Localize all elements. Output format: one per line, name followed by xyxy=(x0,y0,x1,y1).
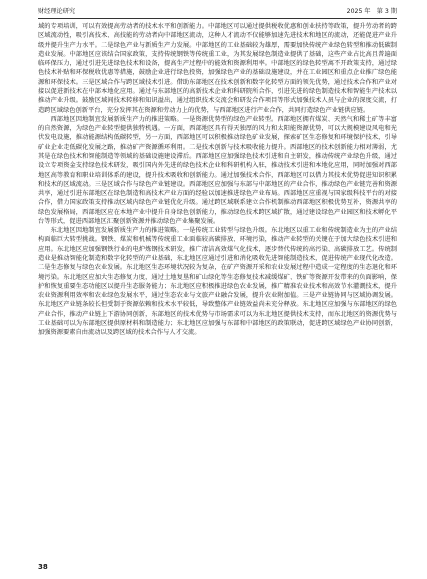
paragraph-northeast-region: 东北地区因地制宜发展新质生产力的推进策略。一是传统工业转型与绿色升级。东北地区以重工业和传统制造业为主的产业结构面临巨大转型挑战。钢铁、煤炭和机械等传统重工业面临较高碳排放、环境污染，推动产业转型的关键在于加大绿色技术引进和应用。东北地区应加强钢铁行业的电炉炼钢技术研发，推广清洁高效煤气化技术，逐步替代传统的高污染、高碳排放工艺。传统制造业是推动智能化制造和数字化转型的产业基础，东北地区应通过引进和消化吸收先进智能制造技术，促进传统产业现代化改造。二是生态修复与绿色农业发展。东北地区生态环境状况较为复杂，在矿产资源开采和农业发展过程中造成一定程度的生态退化和环境污染。东北地区应加大生态修复力度，通过土地复垦和矿山绿化等生态修复技术减缓煤矿、铁矿等资源开发带来的负面影响，保护和恢复重要生态功能区以提升生态服务能力；东北地区应积极推进绿色农业发展，推广精准农业技术和高效节水灌溉技术，提升农业资源利用效率和农业绿色发展水平，通过生态农业与文旅产业融合发展，提升农业附加值。三是产业链协同与区域协调发展。东北地区产业链条较长但受制于资源依赖和技术水平较低，导致整体产业链效益尚未充分释放。东北地区应加强与东部地区的绿色产业合作，推动产业链上下游协同创新，东部地区的技术优势与市场需求可以为东北地区提供技术支持，而东北地区的资源优势与工业基础可以为东部地区提供原材料和制造能力；东北地区应加强与东部和中部地区的政策联动，促进跨区域绿色产业协同创新，加强资源要素自由流动以及跨区域的技术合作与人才交流。 xyxy=(38,227,397,337)
page-header xyxy=(38,5,397,19)
paragraph-central-region: 域的专项培训，可以有效提高劳动者的技术水平和创新能力。中部地区可以通过提供税收优惠和创业扶持等政策，提升劳动者的跨区域流动性，吸引高技术、高技能的劳动者向中部地区流动，这种人才流动不仅能够加速先进技术和地区的流动，还能促进产业升级并提升生产力水平。二是绿色产业与新质生产力发展。中部地区的工业基础较为雄厚，需要加快传统产业绿色转型和推动低碳制造业发展。中部地区应该结合国家政策，支持传统钢铁等传统重工业，为其发展绿色制造业提供了基础，这些产业占比高且普遍面临环保压力，通过引进先进绿色技术和设备，提高生产过程中的能效和资源利用率。中部地区的绿色转型离不开政策支持，通过绿色技术补贴和环保税收优惠等措施，鼓励企业进行绿色投资，加强绿色产业的基础设施建设，并在工业园区和重点企业推广绿色能源和环保技术。三是区域合作与跨区域技术引进。借助东部地区在技术创新和数字化转型方面的领先优势，通过技术合作和产业对接以促进新技术在中部本地化应用。通过与东部地区的高新技术企业和科研院所合作，引进先进的绿色制造技术和智能生产技术以推动产业升级。鼓励区域间技术转移和知识溢出，通过组织技术交流会和研发合作项目等形式加强技术人员与企业的深度交流，打造跨区域绿色创新平台，充分发挥其在资源和劳动力上的优势，与西部地区进行产业合作，共同打造绿色产业链供应链。 xyxy=(38,23,397,114)
header-rule xyxy=(38,18,397,19)
issue-label: 2025 年 第 3 期 xyxy=(346,8,397,15)
paragraph-western-region: 西部地区因地制宜发展新质生产力的推进策略。一是资源优势型的绿色产业转型。西部地区拥有煤炭、天然气和稀土矿等丰富的自然资源，为绿色产业转型提供独特机遇。一方面，西部地区具有得天独厚的风力和太阳能资源优势，可以大规模建设风电和光伏发电设施，推动能源结构低碳转型，另一方面，西部地区可以积极推动绿色矿业发展，探索矿区生态修复和环境保护技术，引导矿业企业走低碳化发展之路，推动矿产资源循环利用。二是技术创新与技术吸收能力提升。西部地区的技术创新能力相对薄弱，尤其是在绿色技术和智能制造等领域的基础设施建设滞后。西部地区应加强绿色技术引进和自主研发，推动传统产业绿色升级，通过设立专项资金支持绿色技术研发，吸引国内外先进的绿色技术企业和科研机构入驻，推动技术引进和本地化应用，同时加强对西部地区高等教育和职业培训体系的建设，提升技术吸收和创新能力。通过加强技术合作，西部地区可以借力其技术优势促进知识积累和技术的区域流动。三是区域合作与绿色产业链建设。西部地区应加强与东部与中部地区的产业合作，推动绿色产业链完善和资源共享，通过引进东部地区在绿色制造和高技术产业方面的经验以加速推进绿色产业布局。西部地区应重视与国家级科技平台的对接合作，借力国家政策支持推动区域内绿色产业链优化升级。通过跨区域联系建立合作机制推动西部地区积极优势互补，资源共享的绿色发展格局，西部地区应在本地产业中提升自身绿色创新能力，推动绿色技术跨区域扩散，通过建设绿色产业园区和技术孵化平台等形式，促进西部地区汇聚创新资源并推动绿色产业集聚发展。 xyxy=(38,115,397,225)
journal-title: 财经理论研究 xyxy=(38,8,76,15)
article-body xyxy=(38,22,397,338)
page-number: 38 xyxy=(38,563,48,571)
